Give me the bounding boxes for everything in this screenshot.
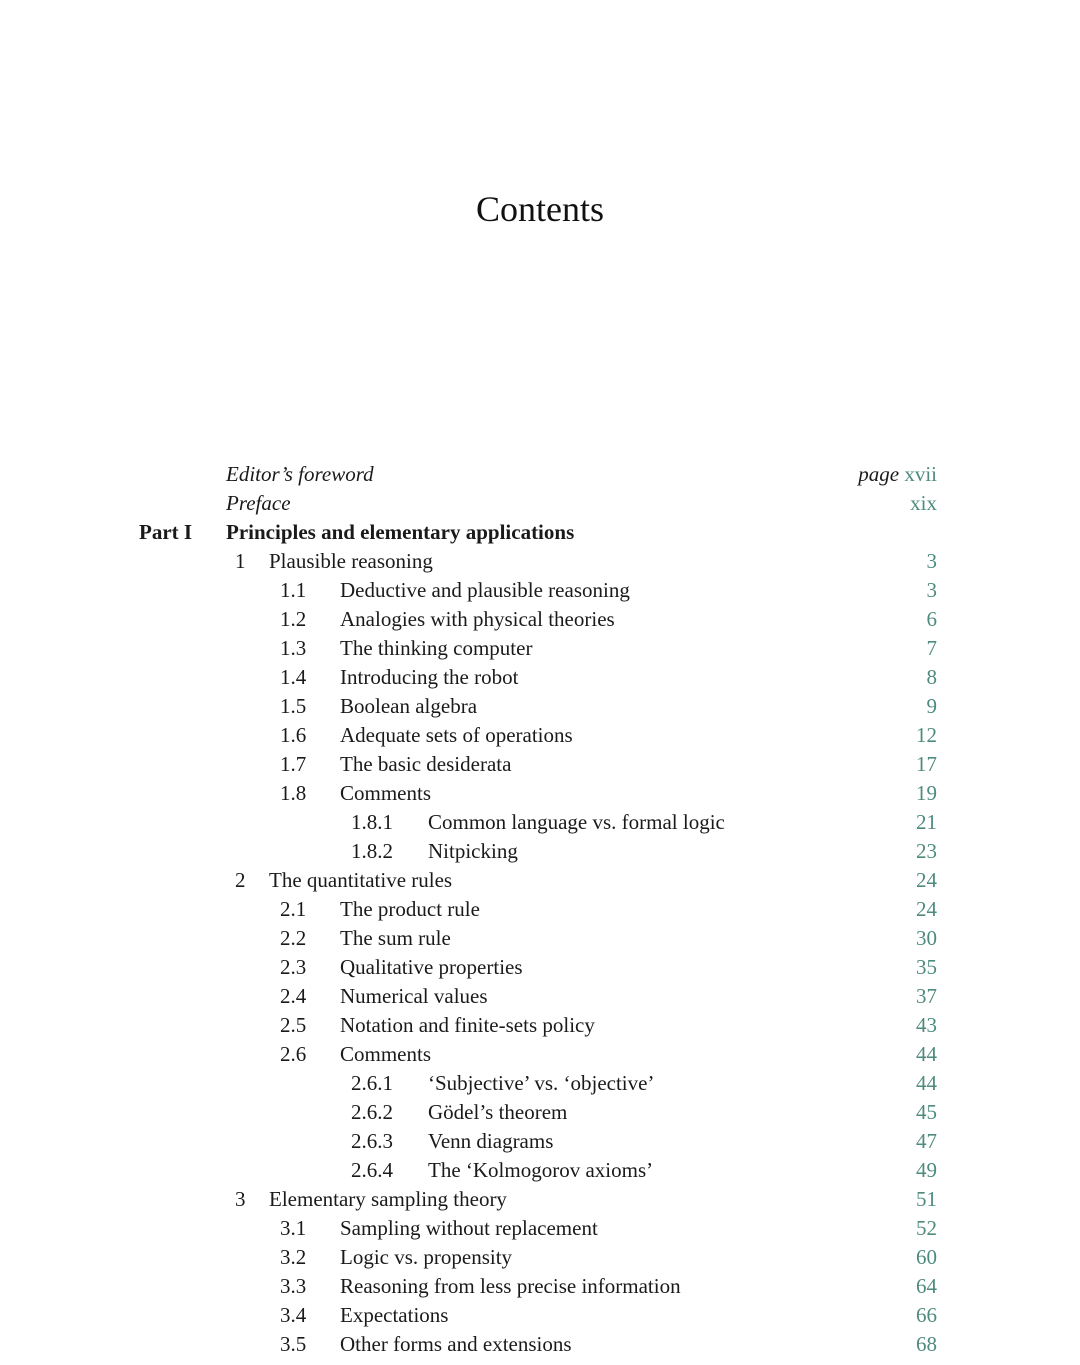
- part-title[interactable]: Principles and elementary applications: [226, 520, 575, 544]
- page-number[interactable]: [916, 779, 937, 808]
- section-title[interactable]: Comments: [340, 781, 432, 805]
- page-number-value[interactable]: 64: [916, 1274, 937, 1298]
- section-title[interactable]: Boolean algebra: [340, 694, 478, 718]
- section-number: 2.3: [280, 955, 307, 979]
- page-number[interactable]: [927, 634, 938, 663]
- section-number: 1.2: [280, 607, 307, 631]
- toc-entry-front-matter[interactable]: [0, 489, 1080, 518]
- toc-entry-section[interactable]: [0, 721, 1080, 750]
- section-number: 2.5: [280, 1013, 307, 1037]
- page-number-value[interactable]: 9: [926, 694, 937, 718]
- page-number[interactable]: [916, 1330, 937, 1359]
- page-number-value[interactable]: 24: [916, 897, 937, 921]
- toc-entry-section[interactable]: [0, 750, 1080, 779]
- toc-entry-section[interactable]: [0, 634, 1080, 663]
- subsection-number: 2.6.3: [351, 1129, 393, 1153]
- subsection-number: 1.8.2: [351, 839, 393, 863]
- section-title[interactable]: Expectations: [340, 1303, 449, 1327]
- page-number[interactable]: [916, 924, 937, 953]
- page-number[interactable]: [916, 1243, 937, 1272]
- page-number-value[interactable]: 43: [916, 1013, 937, 1037]
- subsection-title[interactable]: Common language vs. formal logic: [428, 810, 725, 834]
- page-title: Contents: [475, 189, 604, 229]
- section-title[interactable]: Reasoning from less precise information: [340, 1274, 681, 1298]
- page-number[interactable]: [916, 1040, 937, 1069]
- page-number[interactable]: [916, 1301, 937, 1330]
- toc-entry-section[interactable]: [0, 576, 1080, 605]
- toc-entry-section[interactable]: [0, 895, 1080, 924]
- section-title[interactable]: Adequate sets of operations: [340, 723, 573, 747]
- toc-entry-front-matter[interactable]: [0, 460, 1080, 489]
- page-number[interactable]: [916, 953, 937, 982]
- page-number[interactable]: [916, 1098, 937, 1127]
- section-title[interactable]: The sum rule: [340, 926, 451, 950]
- page-number-value[interactable]: 23: [916, 839, 937, 863]
- chapter-title[interactable]: The quantitative rules: [269, 868, 453, 892]
- subsection-number: 1.8.1: [351, 810, 393, 834]
- toc-entry-section[interactable]: [0, 1214, 1080, 1243]
- section-title[interactable]: Analogies with physical theories: [340, 607, 615, 631]
- section-title[interactable]: Numerical values: [340, 984, 488, 1008]
- section-title[interactable]: Logic vs. propensity: [340, 1245, 513, 1269]
- page-number-value[interactable]: 47: [916, 1129, 937, 1153]
- toc-entry-section[interactable]: [0, 605, 1080, 634]
- chapter-title[interactable]: Plausible reasoning: [269, 549, 433, 573]
- section-title[interactable]: Comments: [340, 1042, 432, 1066]
- toc-entry-section[interactable]: [0, 692, 1080, 721]
- page-number-value[interactable]: 3: [926, 549, 937, 573]
- page-number-value[interactable]: 66: [916, 1303, 937, 1327]
- page-number[interactable]: [916, 1069, 937, 1098]
- page-number-value[interactable]: 44: [916, 1042, 937, 1066]
- section-title[interactable]: The thinking computer: [340, 636, 533, 660]
- section-number: 3.5: [280, 1332, 307, 1356]
- page-number[interactable]: [916, 866, 937, 895]
- page-number-value[interactable]: 12: [916, 723, 937, 747]
- toc-entry-section[interactable]: [0, 982, 1080, 1011]
- entry-title[interactable]: Preface: [226, 491, 291, 515]
- toc-entry-subsection[interactable]: [0, 1069, 1080, 1098]
- page-number-value[interactable]: 68: [916, 1332, 937, 1356]
- subsection-title[interactable]: The ‘Kolmogorov axioms’: [428, 1158, 654, 1182]
- section-number: 2.2: [280, 926, 307, 950]
- page-number-value[interactable]: xix: [910, 491, 937, 515]
- part-label: Part I: [139, 520, 193, 544]
- page-number-value[interactable]: 52: [916, 1216, 937, 1240]
- page-number-value[interactable]: 24: [916, 868, 937, 892]
- chapter-number: 1: [235, 549, 246, 573]
- section-number: 2.1: [280, 897, 307, 921]
- subsection-number: 2.6.4: [351, 1158, 393, 1182]
- page-number-value[interactable]: 37: [916, 984, 937, 1008]
- toc-entry-section[interactable]: [0, 1301, 1080, 1330]
- page-number[interactable]: [916, 808, 937, 837]
- section-number: 2.6: [280, 1042, 307, 1066]
- page-number[interactable]: [927, 576, 938, 605]
- toc-entry-chapter[interactable]: [0, 547, 1080, 576]
- section-number: 1.1: [280, 578, 307, 602]
- subsection-title[interactable]: Gödel’s theorem: [428, 1100, 568, 1124]
- section-number: 3.3: [280, 1274, 307, 1298]
- toc-entry-section[interactable]: [0, 779, 1080, 808]
- page-number[interactable]: [916, 1127, 937, 1156]
- page-number-value[interactable]: 17: [916, 752, 937, 776]
- toc-entry-section[interactable]: [0, 1272, 1080, 1301]
- chapter-number: 3: [235, 1187, 246, 1211]
- subsection-number: 2.6.2: [351, 1100, 393, 1124]
- table-of-contents: [0, 460, 1080, 1359]
- section-title[interactable]: Sampling without replacement: [340, 1216, 598, 1240]
- page-number-value[interactable]: 21: [916, 810, 937, 834]
- page-number[interactable]: [916, 1011, 937, 1040]
- toc-entry-section[interactable]: [0, 663, 1080, 692]
- toc-entry-subsection[interactable]: [0, 1098, 1080, 1127]
- page-number-value[interactable]: 19: [916, 781, 937, 805]
- page-number[interactable]: [858, 460, 937, 489]
- toc-entry-chapter[interactable]: [0, 866, 1080, 895]
- toc-entry-section[interactable]: [0, 1011, 1080, 1040]
- section-number: 1.8: [280, 781, 307, 805]
- toc-entry-chapter[interactable]: [0, 1185, 1080, 1214]
- page-number[interactable]: [916, 895, 937, 924]
- page-number-value[interactable]: 8: [926, 665, 937, 689]
- section-number: 3.2: [280, 1245, 307, 1269]
- section-number: 1.3: [280, 636, 307, 660]
- section-title[interactable]: Other forms and extensions: [340, 1332, 572, 1356]
- chapter-title[interactable]: Elementary sampling theory: [269, 1187, 507, 1211]
- page-number[interactable]: [927, 663, 938, 692]
- page-number-value[interactable]: 30: [916, 926, 937, 950]
- subsection-title[interactable]: Venn diagrams: [428, 1129, 554, 1153]
- subsection-title[interactable]: ‘Subjective’ vs. ‘objective’: [428, 1071, 655, 1095]
- chapter-number: 2: [235, 868, 246, 892]
- page-number[interactable]: [910, 489, 937, 518]
- page-number-value[interactable]: 35: [916, 955, 937, 979]
- section-title[interactable]: Introducing the robot: [340, 665, 519, 689]
- page-number[interactable]: [916, 750, 937, 779]
- page-number-value[interactable]: 44: [916, 1071, 937, 1095]
- section-number: 2.4: [280, 984, 307, 1008]
- entry-title[interactable]: Editor’s foreword: [226, 462, 374, 486]
- subsection-number: 2.6.1: [351, 1071, 393, 1095]
- subsection-title[interactable]: Nitpicking: [428, 839, 518, 863]
- page-number[interactable]: [916, 837, 937, 866]
- page-number-value[interactable]: 3: [926, 578, 937, 602]
- section-title[interactable]: Notation and finite-sets policy: [340, 1013, 595, 1037]
- toc-entry-section[interactable]: [0, 953, 1080, 982]
- toc-part-heading[interactable]: [0, 518, 1080, 547]
- page-prefix: page: [858, 462, 900, 486]
- page-number[interactable]: [927, 605, 938, 634]
- toc-entry-section[interactable]: [0, 1040, 1080, 1069]
- section-number: 1.6: [280, 723, 307, 747]
- section-title[interactable]: The product rule: [340, 897, 480, 921]
- toc-entry-subsection[interactable]: [0, 1156, 1080, 1185]
- toc-entry-subsection[interactable]: [0, 837, 1080, 866]
- page-number-value[interactable]: 6: [926, 607, 937, 631]
- page-number[interactable]: [916, 1185, 937, 1214]
- toc-entry-subsection[interactable]: [0, 1127, 1080, 1156]
- toc-entry-section[interactable]: [0, 924, 1080, 953]
- page-number-value[interactable]: 7: [926, 636, 937, 660]
- section-number: 1.5: [280, 694, 307, 718]
- page-number-value[interactable]: xvii: [904, 462, 937, 486]
- section-number: 1.4: [280, 665, 307, 689]
- page-number[interactable]: [916, 1214, 937, 1243]
- page-number[interactable]: [927, 547, 938, 576]
- section-number: 1.7: [280, 752, 307, 776]
- section-title[interactable]: Deductive and plausible reasoning: [340, 578, 630, 602]
- page-number[interactable]: [916, 982, 937, 1011]
- section-number: 3.1: [280, 1216, 307, 1240]
- page-number-value[interactable]: 45: [916, 1100, 937, 1124]
- section-title[interactable]: The basic desiderata: [340, 752, 512, 776]
- page-number[interactable]: [927, 692, 938, 721]
- page-number[interactable]: [916, 1272, 937, 1301]
- toc-entry-subsection[interactable]: [0, 808, 1080, 837]
- section-title[interactable]: Qualitative properties: [340, 955, 523, 979]
- section-number: 3.4: [280, 1303, 307, 1327]
- toc-entry-section[interactable]: [0, 1243, 1080, 1272]
- toc-entry-section[interactable]: [0, 1330, 1080, 1359]
- page-number-value[interactable]: 51: [916, 1187, 937, 1211]
- page-number-value[interactable]: 49: [916, 1158, 937, 1182]
- page-number[interactable]: [916, 1156, 937, 1185]
- page-number-value[interactable]: 60: [916, 1245, 937, 1269]
- page-number[interactable]: [916, 721, 937, 750]
